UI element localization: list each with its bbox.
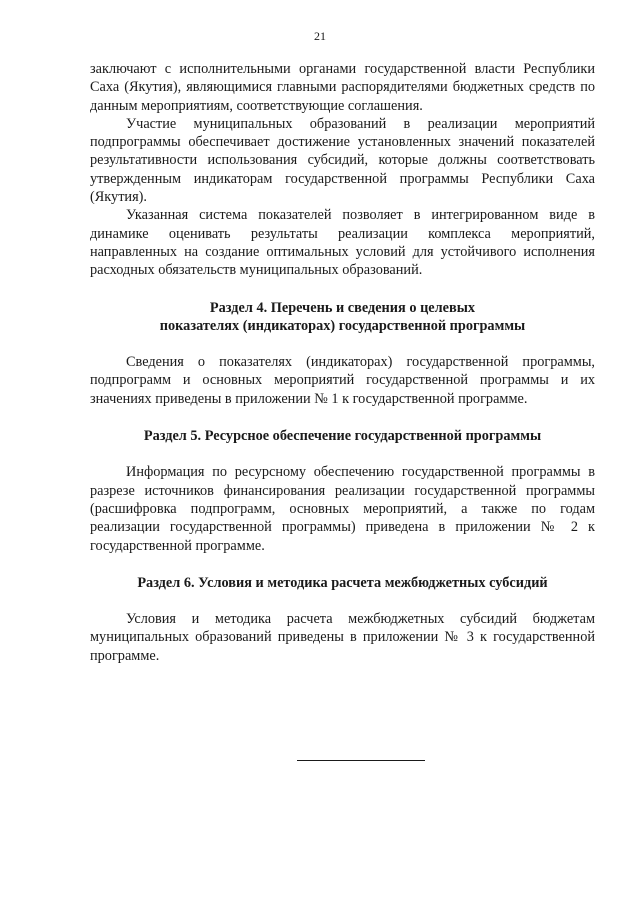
section-6-paragraph: Условия и методика расчета межбюджетных субсидий бюджетам муниципальных образований приведены в приложении № 3 к государственной программе. bbox=[90, 611, 595, 664]
document-body bbox=[90, 60, 595, 665]
intro-paragraph-3: Указанная система показателей позволяет в интегрированном виде в динамике оценивать результаты реализации комплекса мероприятий, направленных на создание оптимальных условий для устойчивого исполнения расходных обязательств муниципальных образований. bbox=[90, 207, 595, 279]
section-4-heading bbox=[90, 299, 595, 336]
intro-paragraph-2: Участие муниципальных образований в реализации мероприятий подпрограммы обеспечивает достижение установленных значений показателей результативности использования субсидий, которые должны соответствовать утвержденным индикаторам государственной программы Республики Саха (Якутия). bbox=[90, 115, 595, 206]
closing-rule bbox=[297, 760, 425, 761]
page-number: 21 bbox=[314, 29, 326, 43]
section-5-heading: Раздел 5. Ресурсное обеспечение государственной программы bbox=[143, 428, 542, 445]
section-4-paragraph: Сведения о показателях (индикаторах) государственной программы, подпрограмм и основных мероприятий государственной программы и их значениях приведены в приложении № 1 к государственной программе. bbox=[90, 354, 595, 407]
section-4-heading-line-1: Раздел 4. Перечень и сведения о целевых bbox=[209, 299, 476, 316]
intro-paragraph-1: заключают с исполнительными органами государственной власти Республики Саха (Якутия), являющимися главными распорядителями бюджетных средств по данным мероприятиям, соответствующие соглашения. bbox=[90, 61, 595, 114]
section-6-heading: Раздел 6. Условия и методика расчета межбюджетных субсидий bbox=[137, 574, 548, 591]
section-4-heading-line-2: показателях (индикаторах) государственной программы bbox=[159, 317, 526, 334]
section-5-paragraph: Информация по ресурсному обеспечению государственной программы в разрезе источников финансирования реализации государственной программы (расшифровка подпрограмм, основных мероприятий, а также по годам реализации государственной программы) приведена в приложении № 2 к государственной программе. bbox=[90, 464, 595, 554]
